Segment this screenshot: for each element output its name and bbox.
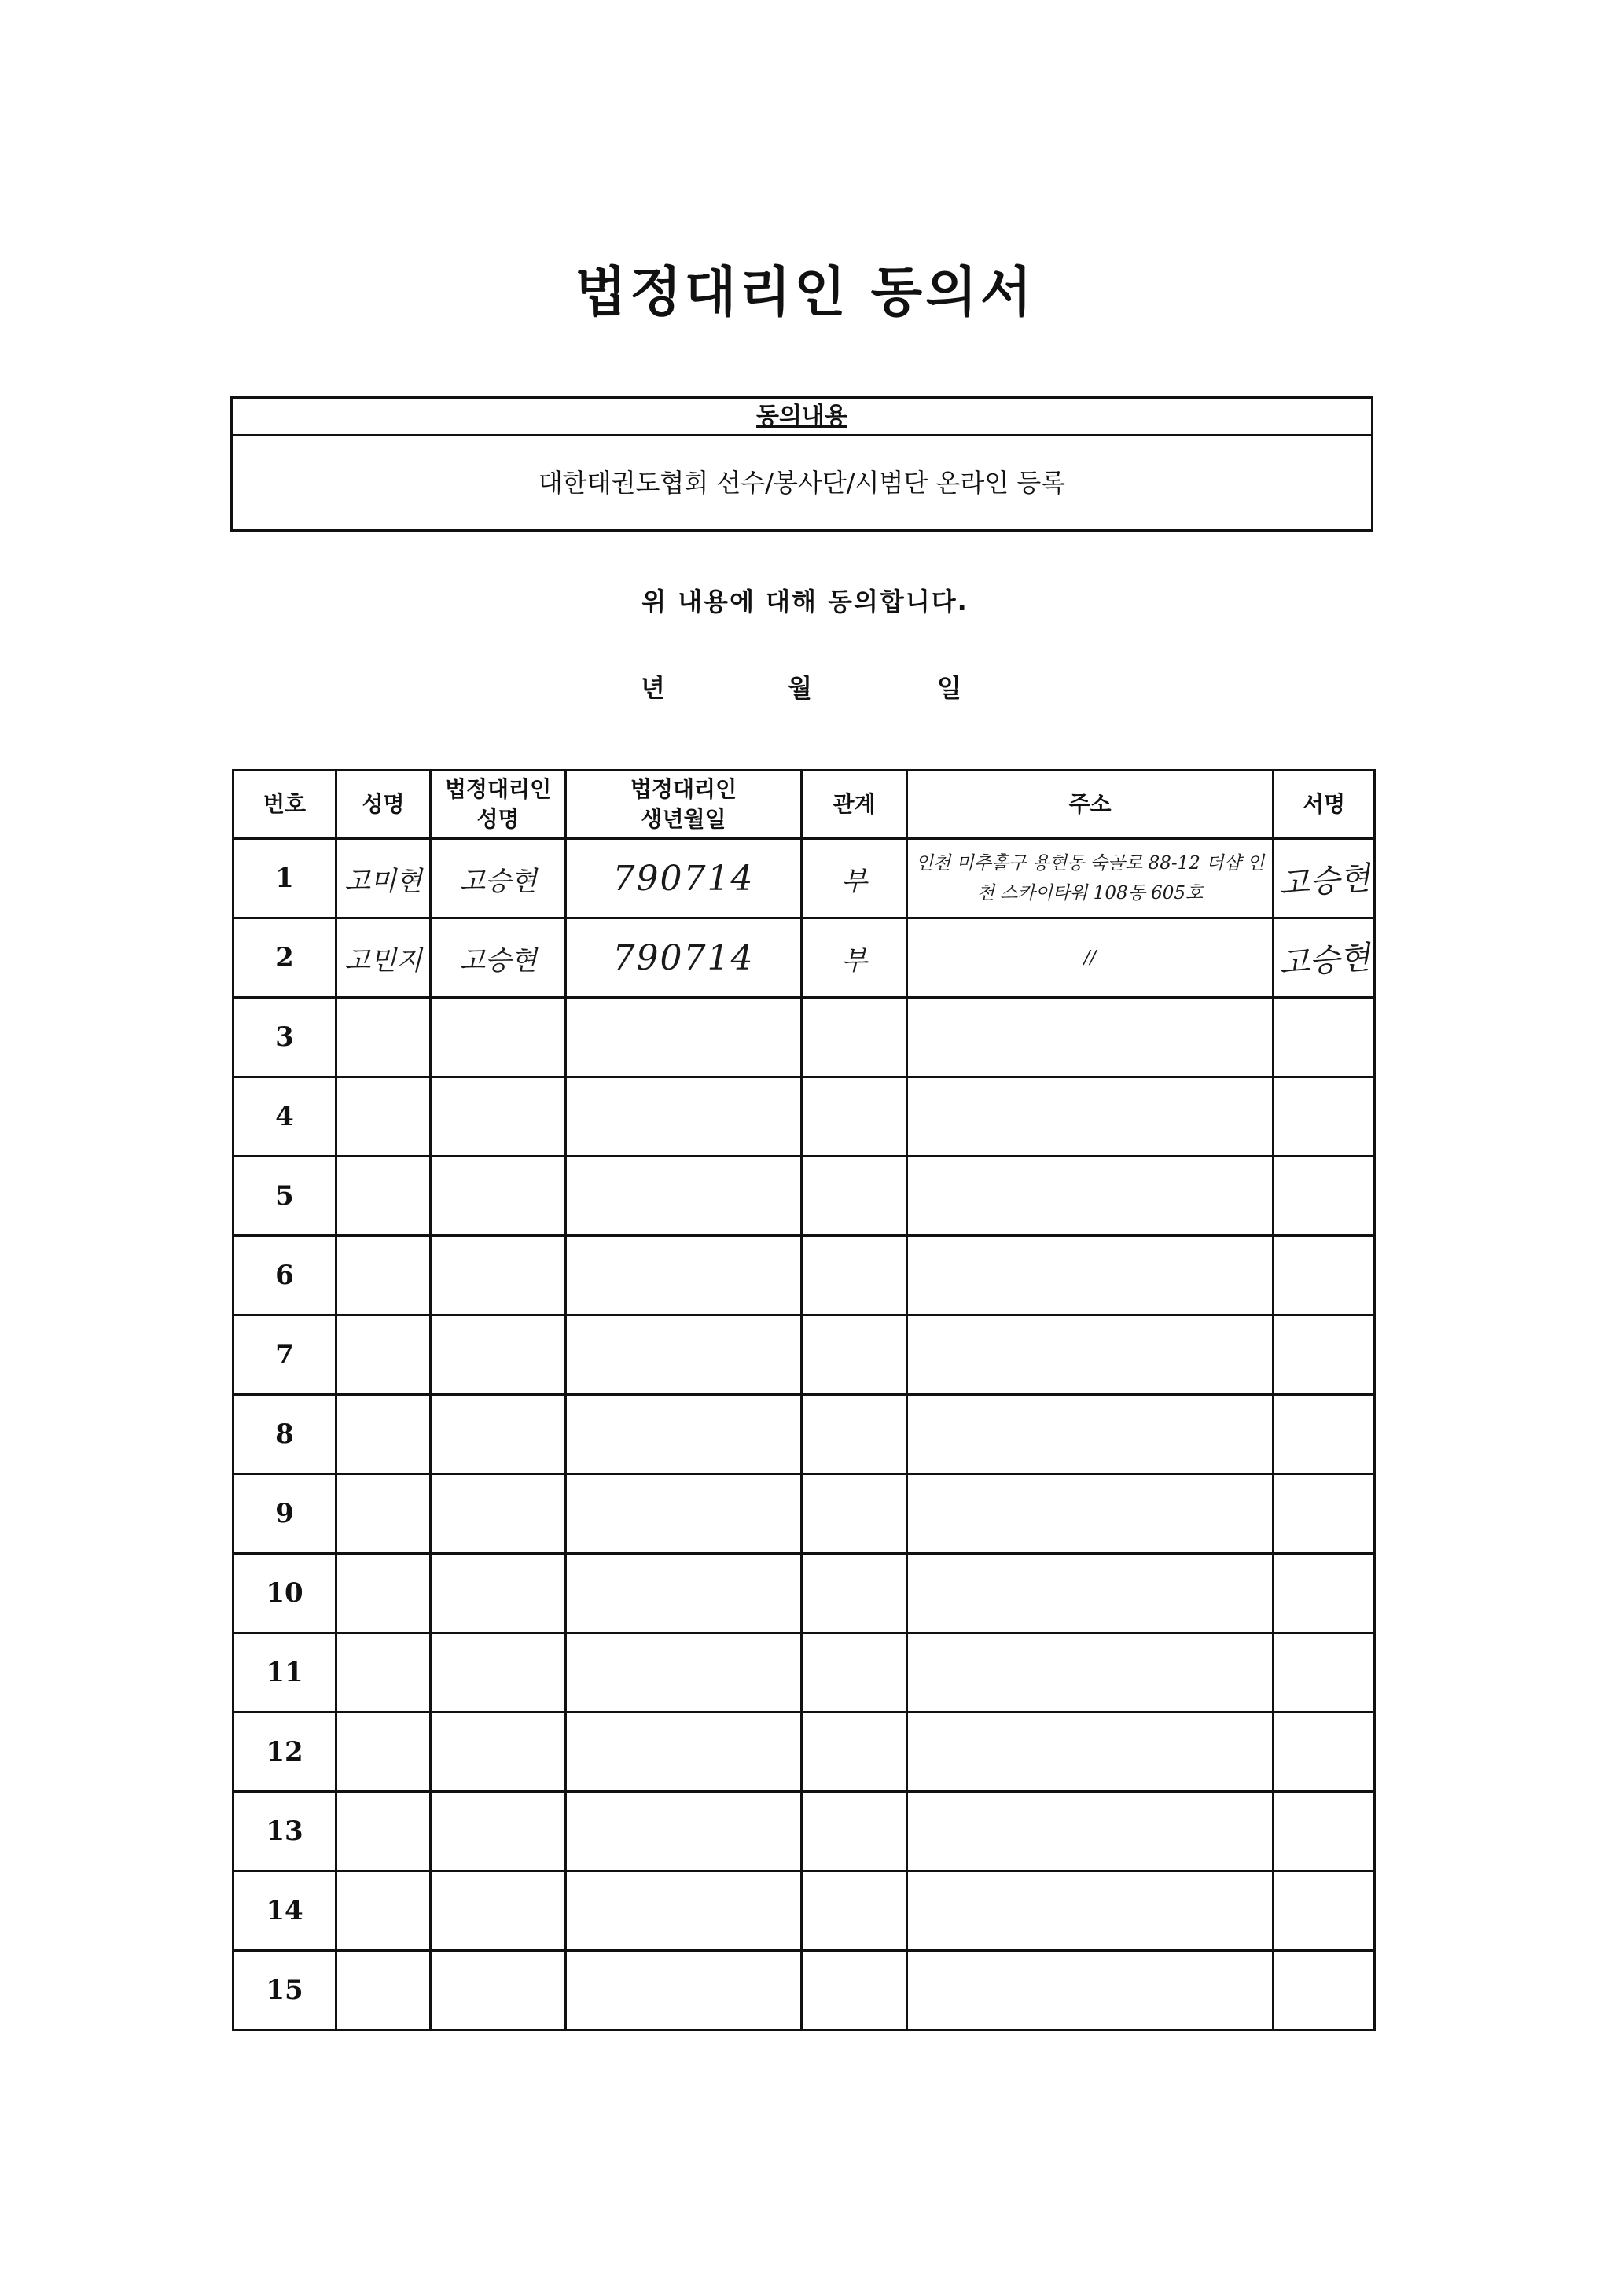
- cell-no: 6: [233, 1236, 336, 1315]
- cell-address: [907, 1554, 1274, 1633]
- cell-no: 2: [233, 918, 336, 998]
- table-row: [233, 1792, 1375, 1871]
- cell-relation: [802, 1077, 907, 1157]
- cell-guardian-name: 고승현: [431, 839, 566, 918]
- table-row: [233, 1236, 1375, 1315]
- cell-address: [907, 1315, 1274, 1395]
- cell-no: 8: [233, 1395, 336, 1474]
- cell-address: [907, 1157, 1274, 1236]
- cell-guardian-name: [431, 998, 566, 1077]
- cell-name: [336, 1871, 431, 1951]
- cell-guardian-name: [431, 1077, 566, 1157]
- consent-header: 동의내용: [233, 399, 1371, 436]
- cell-guardian-birth: [566, 998, 802, 1077]
- cell-signature: 고승현: [1270, 835, 1377, 922]
- date-year-label: 년: [641, 673, 665, 703]
- table-row: [233, 1713, 1375, 1792]
- date-day-label: 일: [937, 673, 961, 703]
- agreement-statement: 위 내용에 대해 동의합니다.: [641, 587, 969, 616]
- cell-signature: [1270, 1709, 1377, 1795]
- cell-address: [907, 1395, 1274, 1474]
- cell-guardian-birth: [566, 1633, 802, 1713]
- cell-address: [907, 998, 1274, 1077]
- cell-signature: [1270, 1788, 1377, 1875]
- cell-no: 14: [233, 1871, 336, 1951]
- cell-relation: [802, 1871, 907, 1951]
- cell-signature: [1270, 1550, 1377, 1636]
- cell-guardian-name: [431, 1395, 566, 1474]
- cell-relation: [802, 1236, 907, 1315]
- cell-address: 인천 미추홀구 용현동 숙골로 88-12 더샵 인천 스카이타워 108동 605호: [907, 839, 1274, 918]
- cell-address: [907, 1792, 1274, 1871]
- cell-relation: [802, 1633, 907, 1713]
- cell-signature: [1270, 1153, 1377, 1239]
- cell-name: [336, 998, 431, 1077]
- header-no: 번호: [233, 771, 336, 839]
- cell-guardian-birth: [566, 1077, 802, 1157]
- cell-relation: [802, 998, 907, 1077]
- cell-address: [907, 1633, 1274, 1713]
- date-month-label: 월: [788, 673, 812, 703]
- header-name: 성명: [336, 771, 431, 839]
- cell-relation: [802, 1792, 907, 1871]
- table-row: [233, 1395, 1375, 1474]
- table-row: [233, 1474, 1375, 1554]
- cell-relation: [802, 1315, 907, 1395]
- table-row: [233, 998, 1375, 1077]
- cell-signature: [1270, 1073, 1377, 1160]
- cell-no: 3: [233, 998, 336, 1077]
- cell-no: 4: [233, 1077, 336, 1157]
- cell-guardian-name: [431, 1633, 566, 1713]
- cell-guardian-name: [431, 1951, 566, 2030]
- cell-guardian-birth: [566, 1871, 802, 1951]
- cell-name: [336, 1077, 431, 1157]
- cell-name: [336, 1554, 431, 1633]
- cell-signature: 고승현: [1270, 914, 1377, 1001]
- cell-signature: [1270, 994, 1377, 1080]
- table-header-row: [233, 771, 1375, 839]
- cell-signature: [1270, 1947, 1377, 2033]
- cell-signature: [1270, 1629, 1377, 1716]
- cell-address: //: [907, 918, 1274, 998]
- document-title: 법정대리인 동의서: [575, 262, 1035, 324]
- header-address: 주소: [907, 771, 1274, 839]
- cell-guardian-name: [431, 1713, 566, 1792]
- cell-name: [336, 1633, 431, 1713]
- cell-guardian-birth: [566, 1792, 802, 1871]
- cell-relation: [802, 1157, 907, 1236]
- cell-name: [336, 1236, 431, 1315]
- cell-no: 10: [233, 1554, 336, 1633]
- table-row: [233, 1077, 1375, 1157]
- cell-signature: [1270, 1391, 1377, 1477]
- cell-no: 12: [233, 1713, 336, 1792]
- table-row: [233, 1315, 1375, 1395]
- cell-name: [336, 1951, 431, 2030]
- cell-guardian-name: [431, 1554, 566, 1633]
- cell-guardian-name: [431, 1157, 566, 1236]
- cell-guardian-birth: [566, 1315, 802, 1395]
- cell-name: [336, 1315, 431, 1395]
- cell-guardian-name: [431, 1474, 566, 1554]
- cell-address: [907, 1951, 1274, 2030]
- cell-guardian-name: [431, 1792, 566, 1871]
- consent-text: 대한태권도협회 선수/봉사단/시범단 온라인 등록: [538, 468, 1066, 498]
- cell-relation: [802, 1951, 907, 2030]
- cell-guardian-birth: [566, 1157, 802, 1236]
- header-guardian-name: 법정대리인 성명: [431, 771, 566, 839]
- date-line: [0, 668, 1610, 703]
- cell-name: [336, 1713, 431, 1792]
- cell-relation: [802, 1395, 907, 1474]
- cell-guardian-birth: [566, 1713, 802, 1792]
- cell-guardian-name: [431, 1236, 566, 1315]
- guardian-consent-table: [232, 769, 1376, 2031]
- cell-guardian-birth: [566, 1554, 802, 1633]
- cell-guardian-name: 고승현: [431, 918, 566, 998]
- table-row: [233, 1871, 1375, 1951]
- cell-guardian-birth: [566, 1951, 802, 2030]
- cell-guardian-name: [431, 1871, 566, 1951]
- header-signature: 서명: [1274, 771, 1375, 839]
- cell-no: 1: [233, 839, 336, 918]
- cell-signature: [1270, 1312, 1377, 1398]
- cell-no: 9: [233, 1474, 336, 1554]
- header-guardian-birth: 법정대리인 생년월일: [566, 771, 802, 839]
- cell-name: 고미현: [336, 839, 431, 918]
- cell-guardian-birth: 790714: [566, 918, 802, 998]
- cell-name: 고민지: [336, 918, 431, 998]
- consent-box: [230, 396, 1373, 532]
- table-row: [233, 1951, 1375, 2030]
- cell-guardian-birth: 790714: [566, 839, 802, 918]
- table-row: [233, 1554, 1375, 1633]
- cell-guardian-birth: [566, 1395, 802, 1474]
- table-row: [233, 918, 1375, 998]
- table-row: [233, 1633, 1375, 1713]
- cell-name: [336, 1395, 431, 1474]
- cell-address: [907, 1871, 1274, 1951]
- cell-address: [907, 1474, 1274, 1554]
- cell-signature: [1270, 1867, 1377, 1954]
- header-relation: 관계: [802, 771, 907, 839]
- cell-name: [336, 1792, 431, 1871]
- cell-no: 15: [233, 1951, 336, 2030]
- table-row: [233, 839, 1375, 918]
- cell-relation: 부: [802, 839, 907, 918]
- cell-signature: [1270, 1232, 1377, 1319]
- cell-relation: 부: [802, 918, 907, 998]
- cell-relation: [802, 1474, 907, 1554]
- cell-no: 13: [233, 1792, 336, 1871]
- table-row: [233, 1157, 1375, 1236]
- cell-no: 7: [233, 1315, 336, 1395]
- cell-signature: [1270, 1470, 1377, 1557]
- cell-address: [907, 1236, 1274, 1315]
- cell-relation: [802, 1554, 907, 1633]
- cell-address: [907, 1713, 1274, 1792]
- cell-guardian-birth: [566, 1474, 802, 1554]
- cell-address: [907, 1077, 1274, 1157]
- cell-relation: [802, 1713, 907, 1792]
- cell-name: [336, 1474, 431, 1554]
- cell-no: 11: [233, 1633, 336, 1713]
- cell-no: 5: [233, 1157, 336, 1236]
- cell-guardian-birth: [566, 1236, 802, 1315]
- cell-guardian-name: [431, 1315, 566, 1395]
- cell-name: [336, 1157, 431, 1236]
